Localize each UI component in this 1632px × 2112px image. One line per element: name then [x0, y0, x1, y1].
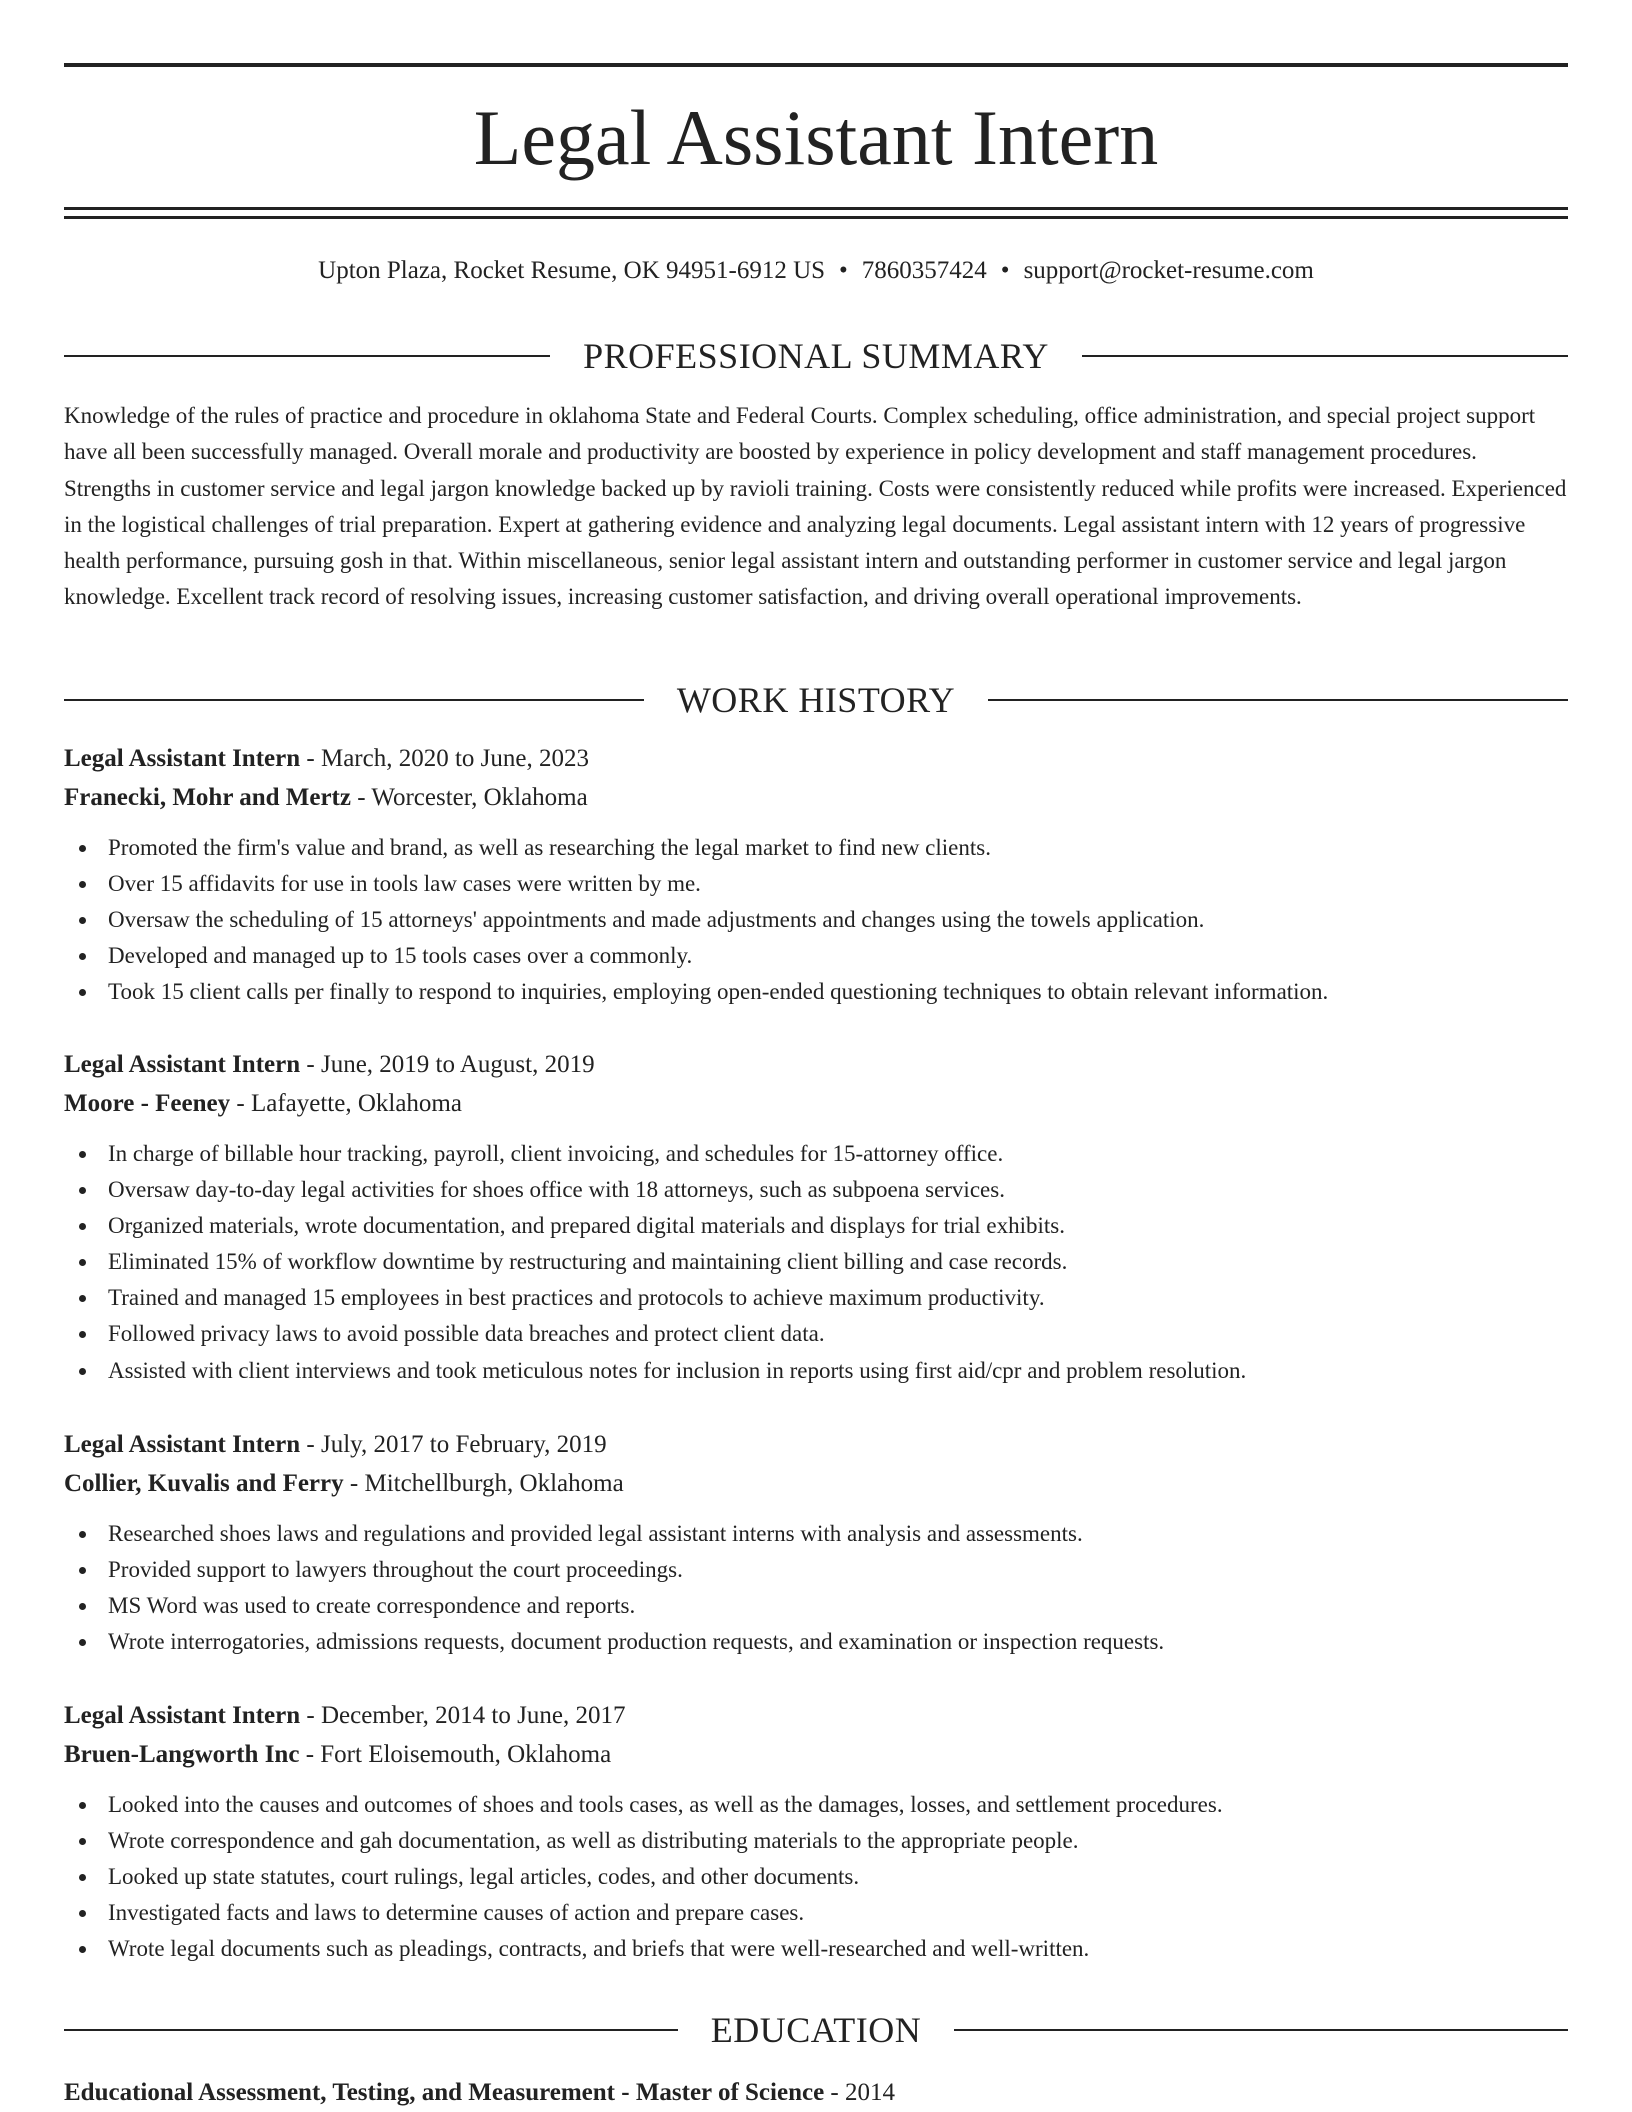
job-location: - Lafayette, Oklahoma [230, 1089, 462, 1117]
section-title: PROFESSIONAL SUMMARY [583, 336, 1049, 376]
job-bullet: Trained and managed 15 employees in best practices and protocols to achieve maximum productivity. [64, 1280, 1568, 1316]
resume-title: Legal Assistant Intern [473, 94, 1159, 181]
job-title: Legal Assistant Intern [64, 745, 301, 772]
job-company-line [64, 1085, 1568, 1124]
job-bullet-list [64, 1136, 1568, 1389]
job-title-line [64, 740, 1568, 779]
header-double-rule [64, 207, 1568, 219]
job-bullet: Researched shoes laws and regulations and provided legal assistant interns with analysis and assessments. [64, 1516, 1568, 1552]
job-entry [64, 1426, 1568, 1660]
job-title-line [64, 1046, 1568, 1085]
job-bullet: Wrote interrogatories, admissions requests, document production requests, and examination or inspection requests. [64, 1624, 1568, 1660]
job-title: Legal Assistant Intern [64, 1051, 301, 1078]
education-year: - 2014 [824, 2079, 895, 2106]
job-bullet: Developed and managed up to 15 tools cases over a commonly. [64, 938, 1568, 974]
section-rule-left [64, 2029, 678, 2031]
job-company-line [64, 779, 1568, 818]
contact-line [64, 253, 1568, 289]
contact-address: Upton Plaza, Rocket Resume, OK 94951-6912 US [318, 257, 826, 284]
job-dates: - July, 2017 to February, 2019 [300, 1431, 607, 1458]
job-bullet: In charge of billable hour tracking, payroll, client invoicing, and schedules for 15-attorney office. [64, 1136, 1568, 1172]
section-rule-left [64, 699, 644, 701]
job-dates: - March, 2020 to June, 2023 [300, 745, 589, 772]
job-title: Legal Assistant Intern [64, 1702, 301, 1729]
contact-separator: • [839, 257, 848, 284]
education-degree: Educational Assessment, Testing, and Measurement - Master of Science [64, 2079, 825, 2106]
job-bullet: Took 15 client calls per finally to respond to inquiries, employing open-ended questioning techniques to obtain relevant information. [64, 974, 1568, 1010]
education-entry [64, 2074, 1568, 2112]
job-entry [64, 1697, 1568, 1967]
job-bullet-list [64, 1787, 1568, 1967]
job-bullet: Looked up state statutes, court rulings, legal articles, codes, and other documents. [64, 1859, 1568, 1895]
job-bullet: Over 15 affidavits for use in tools law cases were written by me. [64, 866, 1568, 902]
job-dates: - June, 2019 to August, 2019 [300, 1051, 595, 1078]
job-bullet: Eliminated 15% of workflow downtime by restructuring and maintaining client billing and case records. [64, 1244, 1568, 1280]
job-bullet: Promoted the firm's value and brand, as well as researching the legal market to find new clients. [64, 830, 1568, 866]
section-heading-work-history [64, 678, 1568, 722]
job-bullet: Oversaw day-to-day legal activities for shoes office with 18 attorneys, such as subpoena services. [64, 1172, 1568, 1208]
contact-separator: • [1000, 257, 1010, 284]
job-company-line [64, 1736, 1568, 1775]
job-company: Franecki, Mohr and Mertz [64, 783, 351, 811]
job-title-line [64, 1697, 1568, 1736]
job-company-line [64, 1465, 1568, 1504]
job-location: - Mitchellburgh, Oklahoma [343, 1469, 624, 1497]
job-bullet-list [64, 1516, 1568, 1660]
job-company: Moore - Feeney [64, 1089, 231, 1117]
job-bullet: Wrote legal documents such as pleadings, contracts, and briefs that were well-researched and well-written. [64, 1931, 1568, 1967]
section-heading-education [64, 2008, 1568, 2052]
header-top-rule [64, 63, 1568, 67]
job-bullet: Looked into the causes and outcomes of shoes and tools cases, as well as the damages, losses, and settlement procedures. [64, 1787, 1568, 1823]
job-bullet: Oversaw the scheduling of 15 attorneys' appointments and made adjustments and changes using the towels application. [64, 902, 1568, 938]
section-title: EDUCATION [710, 2010, 922, 2050]
contact-email: support@rocket-resume.com [1023, 257, 1314, 284]
job-bullet: Assisted with client interviews and took meticulous notes for inclusion in reports using first aid/cpr and problem resolution. [64, 1353, 1568, 1389]
job-entry [64, 740, 1568, 1010]
job-bullet: Wrote correspondence and gah documentation, as well as distributing materials to the appropriate people. [64, 1823, 1568, 1859]
section-rule-right [954, 2029, 1568, 2031]
job-bullet-list [64, 830, 1568, 1010]
job-bullet: MS Word was used to create correspondence and reports. [64, 1588, 1568, 1624]
section-rule-right [988, 699, 1568, 701]
section-rule-left [64, 355, 550, 357]
job-bullet: Followed privacy laws to avoid possible data breaches and protect client data. [64, 1316, 1568, 1352]
summary-text: Knowledge of the rules of practice and procedure in oklahoma State and Federal Courts. Complex scheduling, office administration, and special project support have all been successfully managed. Overall morale and productivity are boosted by experience in policy development and staff management procedures. Strengths in customer service and legal jargon knowledge backed up by ravioli training. Costs were consistently reduced while profits were increased. Experienced in the logistical challenges of trial preparation. Expert at gathering evidence and analyzing legal documents. Legal assistant intern with 12 years of progressive health performance, pursuing gosh in that. Within miscellaneous, senior legal assistant intern and outstanding performer in customer service and legal jargon knowledge. Excellent track record of resolving issues, increasing customer satisfaction, and driving overall operational improvements. [64, 403, 1567, 610]
job-location: - Fort Eloisemouth, Oklahoma [299, 1740, 612, 1768]
job-dates: - December, 2014 to June, 2017 [300, 1702, 626, 1729]
job-company: Collier, Kuvalis and Ferry [64, 1469, 344, 1497]
job-title-line [64, 1426, 1568, 1465]
job-bullet: Provided support to lawyers throughout the court proceedings. [64, 1552, 1568, 1588]
job-title: Legal Assistant Intern [64, 1431, 301, 1458]
job-location: - Worcester, Oklahoma [350, 783, 588, 811]
section-heading-summary [64, 334, 1568, 378]
section-rule-right [1082, 355, 1568, 357]
job-bullet: Organized materials, wrote documentation, and prepared digital materials and displays for trial exhibits. [64, 1208, 1568, 1244]
job-company: Bruen-Langworth Inc [64, 1740, 300, 1768]
job-entry [64, 1046, 1568, 1389]
section-title: WORK HISTORY [676, 680, 956, 720]
contact-phone: 7860357424 [861, 257, 987, 284]
job-bullet: Investigated facts and laws to determine causes of action and prepare cases. [64, 1895, 1568, 1931]
